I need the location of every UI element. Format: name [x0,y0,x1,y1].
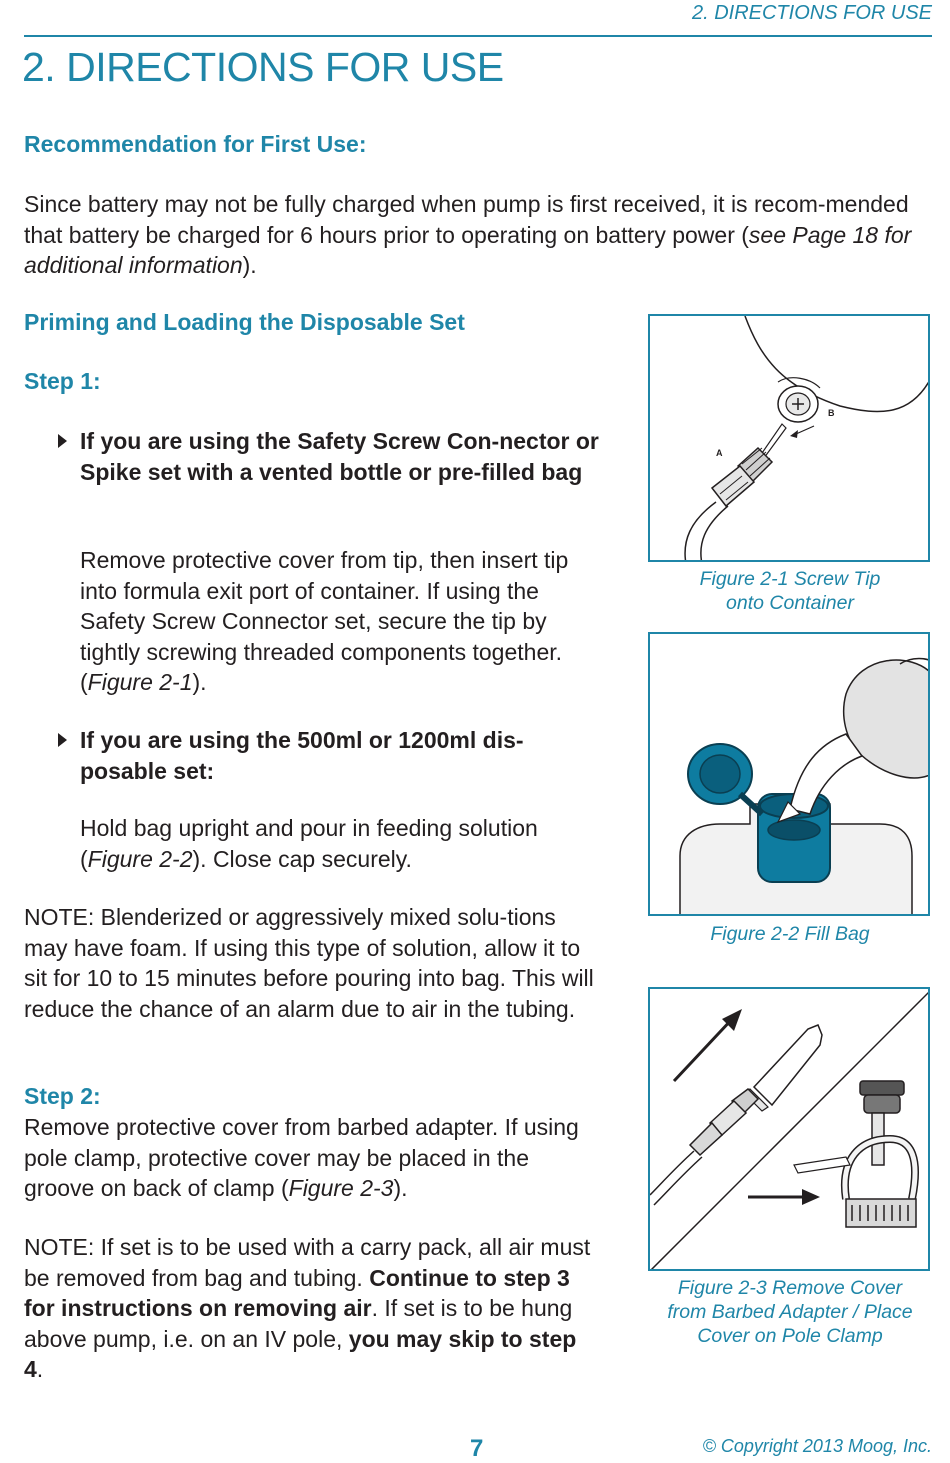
figure-2-2-caption: Figure 2-2 Fill Bag [710,923,870,945]
figure-label-b: B [828,408,835,418]
step1-heading: Step 1: [24,368,101,394]
figure-2-1-caption-line1: Figure 2-1 Screw Tip [699,568,881,590]
page-title: 2. DIRECTIONS FOR USE [22,44,504,90]
figure-2-2 [648,632,930,916]
figure-2-1-caption-line2: onto Container [726,592,854,614]
note2-text: NOTE: If set is to be used with a carry pack, all air must be removed from bag and tubing. [24,1234,591,1291]
figure-2-3-caption-line2: from Barbed Adapter / Place [667,1301,913,1323]
step2-text: Remove protective cover from barbed adapter. If using pole clamp, protective cover may be placed in the groove on back of clamp ( [24,1114,579,1201]
figure-2-1-caption [648,567,932,615]
bullet2-body-end: ). Close cap securely. [192,845,412,872]
barbed-adapter-illustration [650,989,930,1271]
first-use-text-end: ). [242,252,257,278]
bullet-triangle-icon [58,434,67,448]
copyright: © Copyright 2013 Moog, Inc. [702,1436,932,1456]
figure-2-3-caption-line1: Figure 2-3 Remove Cover [677,1277,903,1299]
figure-2-3 [648,987,930,1271]
note2-emphasis-continue: Continue to step 3 for instructions on removing air [24,1264,570,1321]
running-head: 2. DIRECTIONS FOR USE [691,2,932,24]
screw-tip-illustration [650,316,930,562]
figure-label-a: A [716,448,723,458]
bullet-disposable-set [80,725,605,786]
note2-text-end: . [36,1356,44,1382]
figure-2-3-caption [648,1276,932,1348]
first-use-paragraph [24,189,914,281]
note-carry-pack [24,1232,599,1385]
bullet2-figure-ref: Figure 2-2 [87,845,193,872]
step2-text-end: ). [393,1175,408,1201]
note2-text-middle: . If set is to be hung above pump, i.e. on an IV pole, [24,1295,573,1352]
bullet-safety-screw-text: If you are using the Safety Screw Con-nector or Spike set with a vented bottle or pre-filled bag [80,428,599,485]
figure-2-3-caption-line3: Cover on Pole Clamp [697,1325,883,1347]
header-rule [24,35,932,37]
step2-figure-ref: Figure 2-3 [288,1175,394,1201]
figure-2-1 [648,314,930,562]
bullet-triangle-icon [58,733,67,747]
bullet-disposable-set-text: If you are using the 500ml or 1200ml dis-posable set: [80,727,524,784]
bullet-disposable-set-body [80,813,605,874]
first-use-reference: see Page 18 for additional information [24,221,912,278]
bullet-safety-screw-body [80,545,605,698]
note-foam: NOTE: Blenderized or aggressively mixed solu-tions may have foam. If using this type of solution, allow it to sit for 10 to 15 minutes before pouring into bag. This will reduce the chance of an alarm due to air in the tubing. [24,904,594,1022]
first-use-heading: Recommendation for First Use: [24,131,367,157]
bullet1-figure-ref: Figure 2-1 [87,669,193,695]
step2-paragraph [24,1112,599,1204]
first-use-text: Since battery may not be fully charged when pump is first received, it is recom-mended that battery be charged for 6 hours prior to operating on battery power ( [24,191,909,248]
priming-heading: Priming and Loading the Disposable Set [24,309,465,335]
fill-bag-illustration [650,634,930,916]
bullet-safety-screw [80,426,605,487]
bullet2-body-text: Hold bag upright and pour in feeding solution ( [80,815,538,872]
step2-heading: Step 2: [24,1083,101,1109]
bullet1-body-text: Remove protective cover from tip, then insert tip into formula exit port of container. If using the Safety Screw Connector set, secure the tip by tightly screwing threaded components together. ( [80,547,569,695]
note2-emphasis-skip: you may skip to step 4 [24,1325,577,1382]
bullet1-body-end: ). [192,669,207,695]
page-number: 7 [470,1435,484,1462]
